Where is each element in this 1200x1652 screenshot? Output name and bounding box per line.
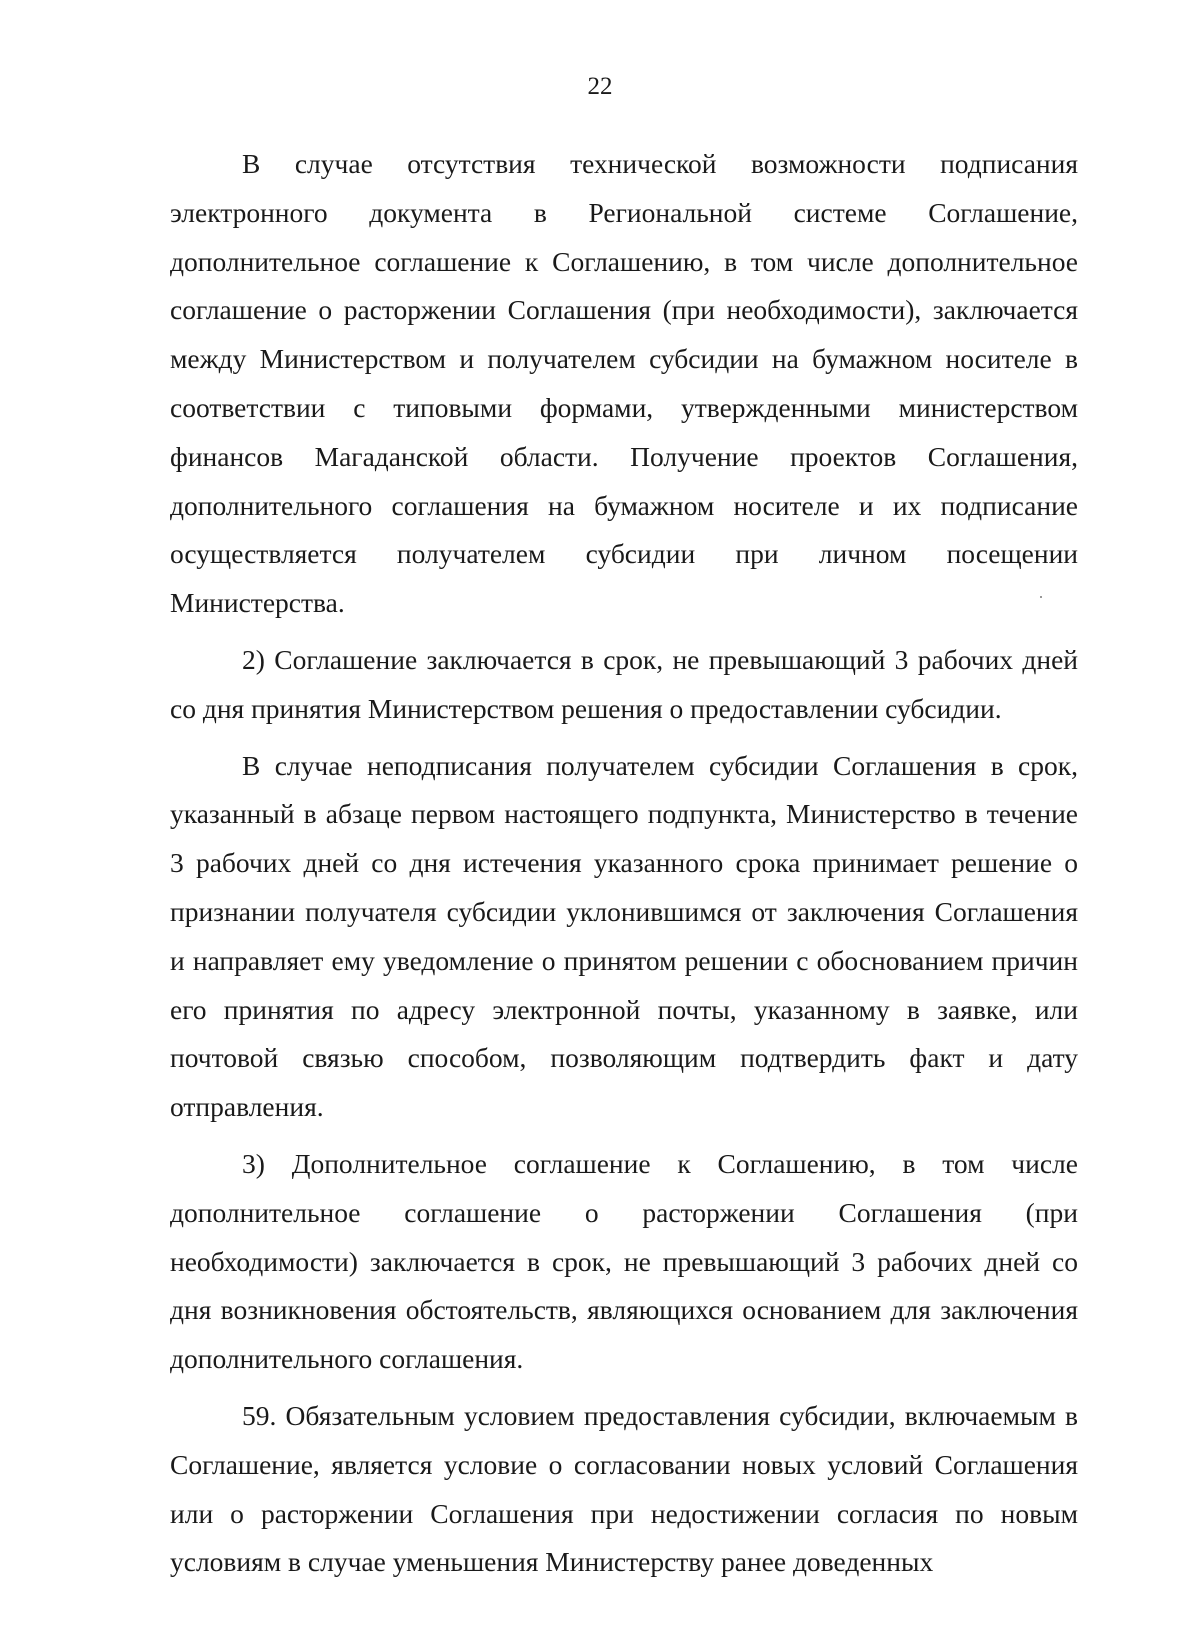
paragraph-non-signing: В случае неподписания получателем субсидии Соглашения в срок, указанный в абзаце первом настоящего подпункта, Министерство в течение 3 рабочих дней со дня истечения указанного срока принимает решение о признании получателя субсидии уклонившимся от заключения Соглашения и направляет ему уведомление о принятом решении с обоснованием причин его принятия по адресу электронной почты, указанному в заявке, или почтовой связью способом, позволяющим подтвердить факт и дату отправления. [170,749,1078,1123]
paragraph-additional-agreement-term: 3) Дополнительное соглашение к Соглашению, в том числе дополнительное соглашение о расторжении Соглашения (при необходимости) заключается в срок, не превышающий 3 рабочих дней со дня возникновения обстоятельств, являющихся основанием для заключения дополнительного соглашения. [170,1147,1078,1375]
document-body [170,140,1078,1587]
scan-speck [1040,596,1042,598]
paragraph-clause-59: 59. Обязательным условием предоставления субсидии, включаемым в Соглашение, является условие о согласовании новых условий Соглашения или о расторжении Соглашения при недостижении согласия по новым условиям в случае уменьшения Министерству ранее доведенных [170,1399,1078,1578]
page-number: 22 [587,73,613,100]
paragraph-agreement-term: 2) Соглашение заключается в срок, не превышающий 3 рабочих дней со дня принятия Министерством решения о предоставлении субсидии. [170,643,1078,724]
paragraph-signing-on-paper: В случае отсутствия технической возможности подписания электронного документа в Региональной системе Соглашение, дополнительное соглашение к Соглашению, в том числе дополнительное соглашение о расторжении Соглашения (при необходимости), заключается между Министерством и получателем субсидии на бумажном носителе в соответствии с типовыми формами, утвержденными министерством финансов Магаданской области. Получение проектов Соглашения, дополнительного соглашения на бумажном носителе и их подписание осуществляется получателем субсидии при личном посещении Министерства. [170,148,1078,619]
